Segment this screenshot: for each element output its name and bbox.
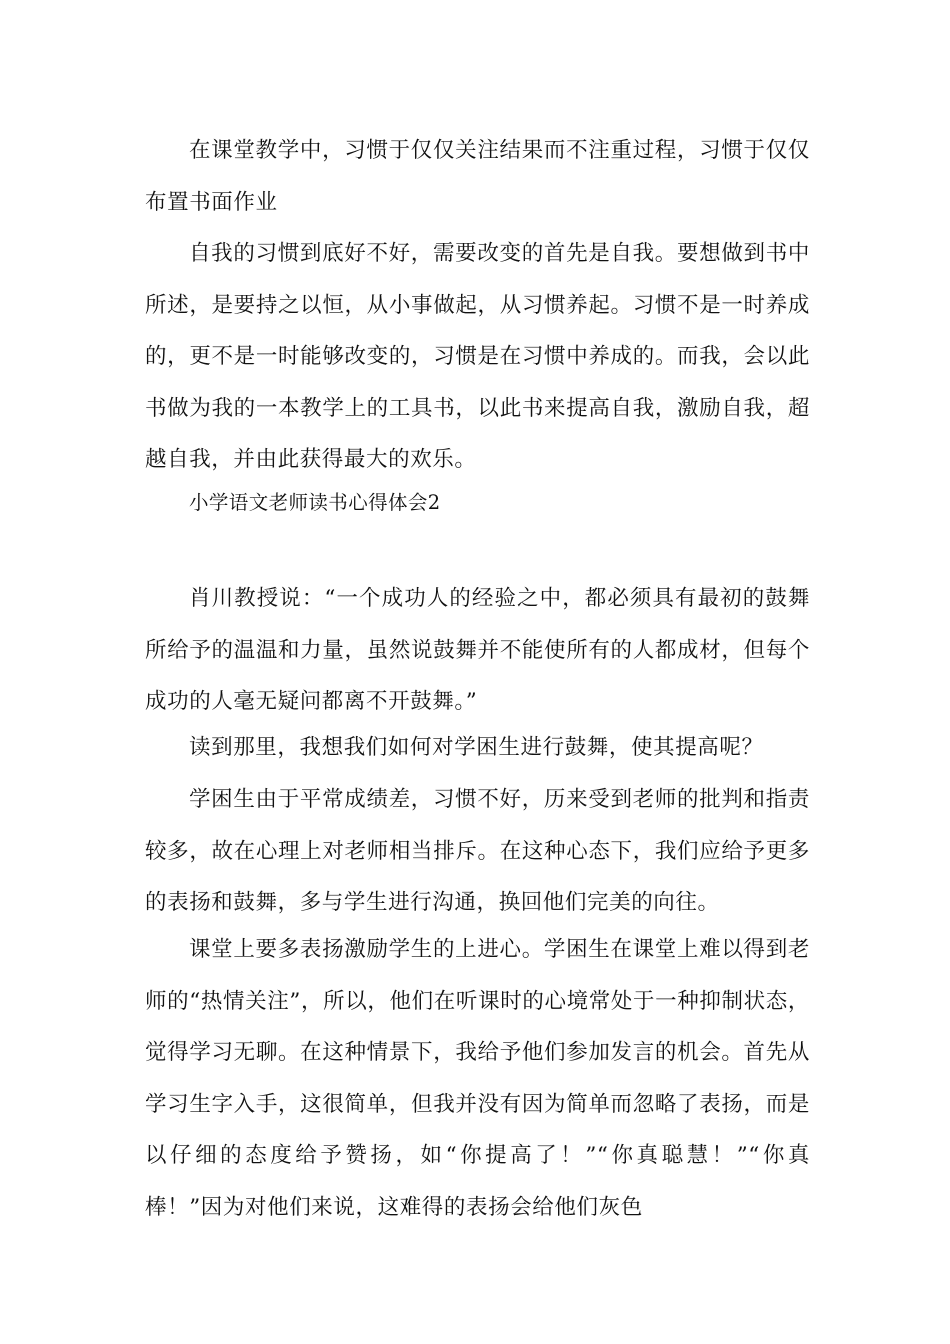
paragraph-1: 在课堂教学中，习惯于仅仅关注结果而不注重过程，习惯于仅仅布置书面作业 [145,138,810,215]
paragraph-3: 肖川教授说：“一个成功人的经验之中，都必须具有最初的鼓舞所给予的温温和力量，虽然说鼓舞并不能使所有的人都成材，但每个成功的人毫无疑问都离不开鼓舞。” [145,586,810,714]
paragraph-4: 读到那里，我想我们如何对学困生进行鼓舞，使其提高呢？ [189,735,764,760]
paragraph-5: 学困生由于平常成绩差，习惯不好，历来受到老师的批判和指责较多，故在心理上对老师相当排斥。在这种心态下，我们应给予更多的表扬和鼓舞，多与学生进行沟通，换回他们完美的向往。 [145,787,810,915]
paragraph-2: 自我的习惯到底好不好，需要改变的首先是自我。要想做到书中所述，是要持之以恒，从小事做起，从习惯养起。习惯不是一时养成的，更不是一时能够改变的，习惯是在习惯中养成的。而我，会以此书做为我的一本教学上的工具书，以此书来提高自我，激励自我，超越自我，并由此获得最大的欢乐。 [145,241,810,472]
section-heading: 小学语文老师读书心得体会2 [189,491,441,514]
paragraph-6: 课堂上要多表扬激励学生的上进心。学困生在课堂上难以得到老师的“热情关注”，所以，他们在听课时的心境常处于一种抑制状态，觉得学习无聊。在这种情景下，我给予他们参加发言的机会。首先从学习生字入手，这很简单，但我并没有因为简单而忽略了表扬，而是以仔细的态度给予赞扬，如“你提高了！”“你真聪慧！”“你真棒！”因为对他们来说，这难得的表扬会给他们灰色 [145,937,810,1220]
